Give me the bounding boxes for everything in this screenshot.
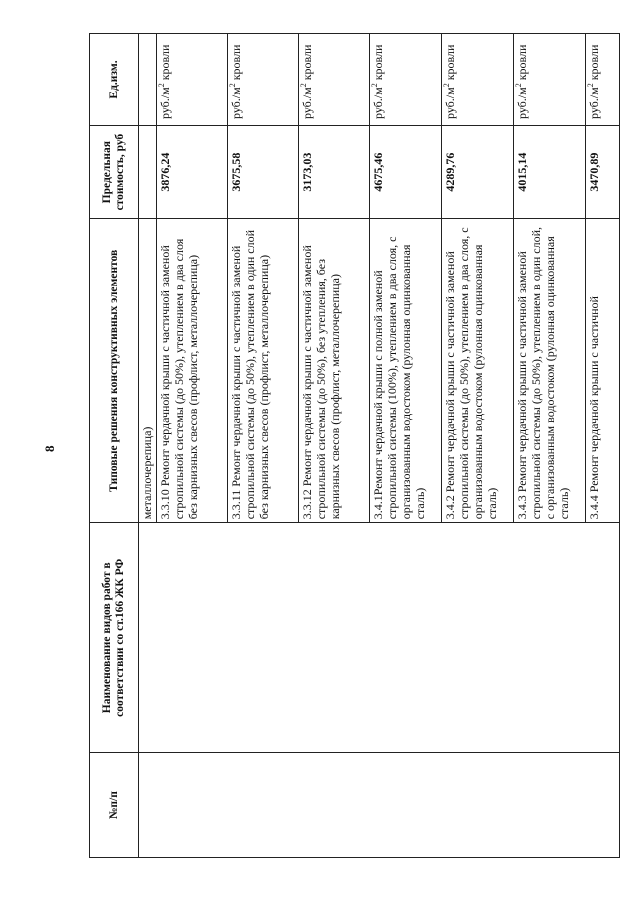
continuation-text: металлочерепица) bbox=[139, 219, 157, 523]
header-price: Предельная стоимость, руб bbox=[90, 126, 139, 219]
unit-cell: $руб./м^2$ кровли bbox=[586, 34, 620, 126]
unit-cell: $руб./м^2$ кровли bbox=[228, 34, 299, 126]
price-cell: 4015,14 bbox=[514, 126, 586, 219]
cost-table bbox=[89, 33, 620, 858]
unit-cell: $руб./м^2$ кровли bbox=[442, 34, 514, 126]
solution-cell: 3.3.12 Ремонт чердачной крыши с частичной заменой стропильной системы (до 50%), без утепления, без карнизных свесов (профлист, металлочерепица) bbox=[299, 219, 370, 523]
continuation-unit bbox=[139, 34, 157, 126]
unit-cell: $руб./м^2$ кровли bbox=[299, 34, 370, 126]
solution-cell: 3.4.2 Ремонт чердачной крыши с частичной заменой стропильной системы (до 50%), утеплением в два слоя, с организованным водостоком (рулонная оцинкованная сталь) bbox=[442, 219, 514, 523]
price-cell: 3675,58 bbox=[228, 126, 299, 219]
unit-cell: $руб./м^2$ кровли bbox=[514, 34, 586, 126]
header-work: Наименование видов работ в соответствии со ст.166 ЖК РФ bbox=[90, 523, 139, 753]
price-cell: 3876,24 bbox=[157, 126, 228, 219]
price-cell: 3470,89 bbox=[586, 126, 620, 219]
solution-cell: 3.3.10 Ремонт чердачной крыши с частичной заменой стропильной системы (до 50%), утеплением в два слоя без карнизных свесов (профлист, металлочерепица) bbox=[157, 219, 228, 523]
solution-cell: 3.4.4 Ремонт чердачной крыши с частичной bbox=[586, 219, 620, 523]
unit-cell: $руб./м^2$ кровли bbox=[370, 34, 442, 126]
header-unit: Ед.изм. bbox=[90, 34, 139, 126]
page-number: 8 bbox=[42, 445, 57, 452]
continuation-price bbox=[139, 126, 157, 219]
num-cell bbox=[139, 753, 620, 858]
header-num: №п/п bbox=[90, 753, 139, 858]
price-cell: 4675,46 bbox=[370, 126, 442, 219]
price-cell: 4289,76 bbox=[442, 126, 514, 219]
work-cell bbox=[139, 523, 620, 753]
header-row bbox=[90, 34, 139, 858]
solution-cell: 3.4.3 Ремонт чердачной крыши с частичной заменой стропильной системы (до 50%), утеплением в один слой, с организованным водостоком (рулонная оцинкованная сталь) bbox=[514, 219, 586, 523]
solution-cell: 3.4.1Ремонт чердачной крыши с полной заменой стропильной системы (100%), утеплением в два слоя, с организованным водостоком (рулонная оцинкованная сталь) bbox=[370, 219, 442, 523]
solution-cell: 3.3.11 Ремонт чердачной крыши с частичной заменой стропильной системы (до 50%), утеплением в один слой без карнизных свесов (профлист, металлочерепица) bbox=[228, 219, 299, 523]
rotated-table-wrapper bbox=[89, 33, 599, 858]
unit-cell: $руб./м^2$ кровли bbox=[157, 34, 228, 126]
continuation-row bbox=[139, 34, 157, 858]
header-solution: Типовые решения конструктивных элементов bbox=[90, 219, 139, 523]
price-cell: 3173,03 bbox=[299, 126, 370, 219]
